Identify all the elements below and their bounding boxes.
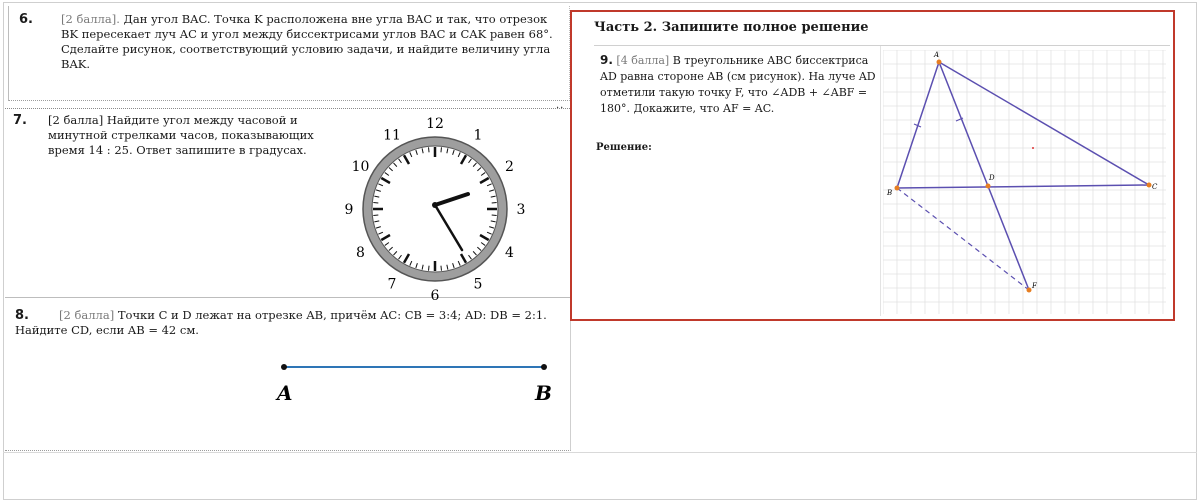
task-6 [8, 6, 570, 101]
part-2-box [570, 10, 1175, 321]
task-7 [5, 108, 570, 301]
clock-number: 11 [383, 127, 401, 144]
clock-number: 3 [516, 202, 526, 218]
label-d: D [989, 174, 995, 182]
red-dot [1032, 147, 1034, 149]
clock-minor-tick [441, 266, 442, 271]
label-b: B [887, 189, 893, 197]
clock-minor-tick [492, 203, 497, 204]
task-text: [2 балла] Найдите угол между часовой и минутной стрелками часов, показывающих время 14 : 25. Ответ запишите в градусах. [48, 113, 314, 157]
clock-minor-tick [373, 215, 378, 216]
task-body: Дан угол BAC. Точка K расположена вне угла BAC и так, что отрезок BK пересекает луч AC и угол между биссектрисами углов BAC и CAK равен 68°. Сделайте рисунок, соответствующий условию задачи, и найдите величину угла BAK. [61, 12, 553, 71]
task-number: 6. [19, 12, 33, 27]
clock-number: 12 [426, 116, 444, 132]
task-text [15, 308, 565, 338]
label-c: C [1152, 183, 1158, 191]
clock-minor-tick [373, 203, 378, 204]
point-f [1027, 288, 1032, 293]
point-a-label: A [277, 381, 293, 405]
divider [880, 46, 881, 316]
clock-number: 5 [473, 276, 483, 293]
point-a [937, 60, 942, 65]
part-2-title: Часть 2. Запишите полное решение [594, 20, 869, 35]
clock-figure [335, 109, 555, 301]
clock-number: 10 [351, 159, 370, 175]
task-8 [5, 300, 571, 451]
clock-number: 6 [430, 288, 440, 301]
side-ac [939, 62, 1149, 185]
label-f: F [1032, 282, 1037, 290]
point-d [986, 184, 991, 189]
task-number: 7. [13, 113, 27, 128]
solution-label: Решение: [596, 142, 652, 153]
grid-lines [883, 50, 1166, 314]
point-b-label: B [535, 381, 552, 405]
task-body: Точки C и D лежат на отрезке AB, причём AC: CB = 3:4; AD: DB = 2:1. Найдите CD, если AB = 42 см. [15, 308, 547, 337]
clock-minor-tick [492, 215, 497, 216]
clock-number: 8 [356, 245, 365, 261]
point-c [1147, 183, 1152, 188]
task-number: 8. [15, 308, 29, 323]
triangle-figure [883, 50, 1166, 314]
segment-figure [5, 350, 570, 460]
task-body: В треугольнике ABC биссектриса AD равна стороне AB (см рисунок). На луче AD отметили такую точку F, что ∠ADB + ∠ABF = 180°. Докажите, что AF = AC. [600, 54, 876, 115]
clock-minor-tick [441, 147, 442, 152]
clock-number: 4 [505, 245, 514, 261]
point-b [895, 186, 900, 191]
task-text [61, 12, 561, 72]
side-ab [897, 62, 939, 188]
clock-minor-tick [429, 266, 430, 271]
task-9 [600, 52, 880, 117]
clock-number: 7 [387, 276, 397, 293]
dots: .. [556, 100, 565, 111]
task-points: [2 балла]. [61, 12, 120, 26]
clock-number: 2 [505, 159, 514, 175]
clock-number: 9 [344, 202, 354, 218]
title-underline [594, 45, 1170, 46]
task-points: [2 балла] [59, 308, 115, 322]
task-number: 9. [600, 53, 613, 67]
task-points: [4 балла] [616, 54, 670, 67]
clock-number: 1 [473, 127, 483, 144]
label-a: A [934, 51, 940, 59]
clock-minor-tick [429, 147, 430, 152]
